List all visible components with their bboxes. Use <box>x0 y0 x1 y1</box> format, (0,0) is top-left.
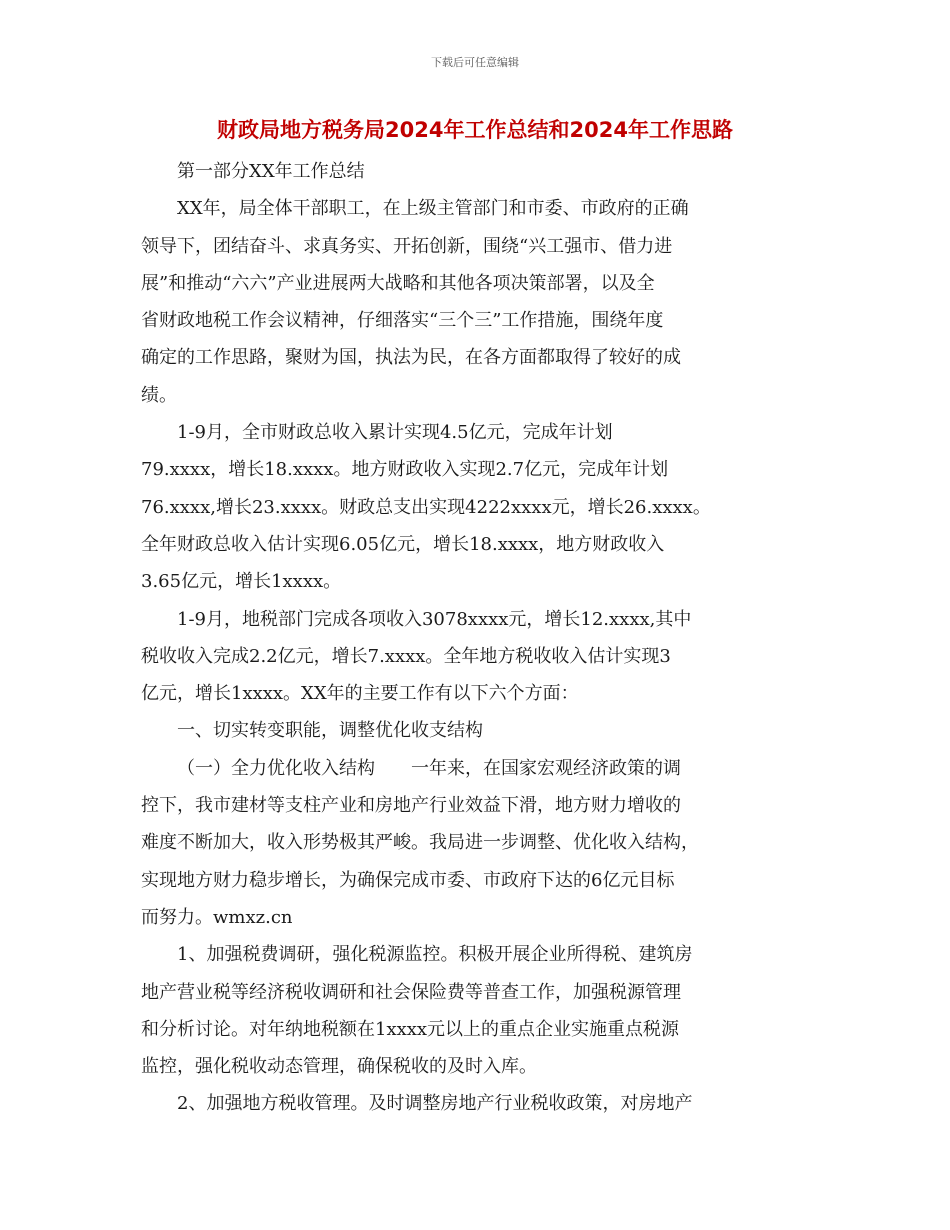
paragraph <box>141 1085 806 1122</box>
paragraph-line: 3.65亿元，增长1xxxx。 <box>141 571 342 593</box>
paragraph-line: 省财政地税工作会议精神，仔细落实“三个三”工作措施，围绕年度 <box>141 310 664 332</box>
paragraph-line: 1-9月，地税部门完成各项收入3078xxxx元，增长12.xxxx,其中 <box>177 608 692 630</box>
paragraph-line: 亿元，增长1xxxx。XX年的主要工作有以下六个方面： <box>141 683 579 705</box>
paragraph-line: 和分析讨论。对年纳地税额在1xxxx元以上的重点企业实施重点税源 <box>141 1018 680 1040</box>
paragraph-line: XX年，局全体干部职工，在上级主管部门和市委、市政府的正确 <box>177 198 689 220</box>
paragraph-line: 控下，我市建材等支柱产业和房地产行业效益下滑，地方财力增收的 <box>141 795 681 817</box>
paragraph <box>141 153 806 190</box>
paragraph-line: 绩。 <box>141 384 177 406</box>
paragraph-line: 一、切实转变职能，调整优化收支结构 <box>177 720 483 742</box>
paragraph-line: 监控，强化税收动态管理，确保税收的及时入库。 <box>141 1056 537 1078</box>
document-body <box>141 153 806 1123</box>
paragraph-line: 地产营业税等经济税收调研和社会保险费等普查工作，加强税源管理 <box>141 981 681 1003</box>
paragraph-line: 第一部分XX年工作总结 <box>177 161 365 182</box>
paragraph <box>141 190 806 414</box>
paragraph-line: 76.xxxx,增长23.xxxx。财政总支出实现4222xxxx元，增长26.xxxx。 <box>141 496 711 518</box>
paragraph <box>141 414 806 600</box>
paragraph-line: 确定的工作思路，聚财为国，执法为民，在各方面都取得了较好的成 <box>141 347 681 369</box>
header-note: 下载后可任意编辑 <box>431 56 519 69</box>
paragraph-line: 全年财政总收入估计实现6.05亿元，增长18.xxxx，地方财政收入 <box>141 533 665 555</box>
paragraph-line: 1-9月，全市财政总收入累计实现4.5亿元，完成年计划 <box>177 422 613 444</box>
paragraph-line: 2、加强地方税收管理。及时调整房地产行业税收政策，对房地产 <box>177 1093 693 1115</box>
paragraph-line: 1、加强税费调研，强化税源监控。积极开展企业所得税、建筑房 <box>177 944 693 966</box>
paragraph-line: 难度不断加大，收入形势极其严峻。我局进一步调整、优化收入结构， <box>141 832 699 854</box>
paragraph <box>141 712 806 749</box>
paragraph-line: （一）全力优化收入结构 一年来，在国家宏观经济政策的调 <box>177 757 681 779</box>
paragraph-line: 展”和推动“六六”产业进展两大战略和其他各项决策部署，以及全 <box>141 272 655 294</box>
paragraph-line: 79.xxxx，增长18.xxxx。地方财政收入实现2.7亿元，完成年计划 <box>141 459 669 481</box>
paragraph <box>141 750 806 936</box>
document-title: 财政局地方税务局2024年工作总结和2024年工作思路 <box>217 118 733 142</box>
paragraph <box>141 936 806 1085</box>
paragraph-line: 税收收入完成2.2亿元，增长7.xxxx。全年地方税收收入估计实现3 <box>141 645 671 667</box>
paragraph-line: 领导下，团结奋斗、求真务实、开拓创新，围绕“兴工强市、借力进 <box>141 235 673 257</box>
paragraph-line: 实现地方财力稳步增长，为确保完成市委、市政府下达的6亿元目标 <box>141 869 675 891</box>
paragraph-line: 而努力。wmxz.cn <box>141 906 293 928</box>
paragraph <box>141 601 806 713</box>
